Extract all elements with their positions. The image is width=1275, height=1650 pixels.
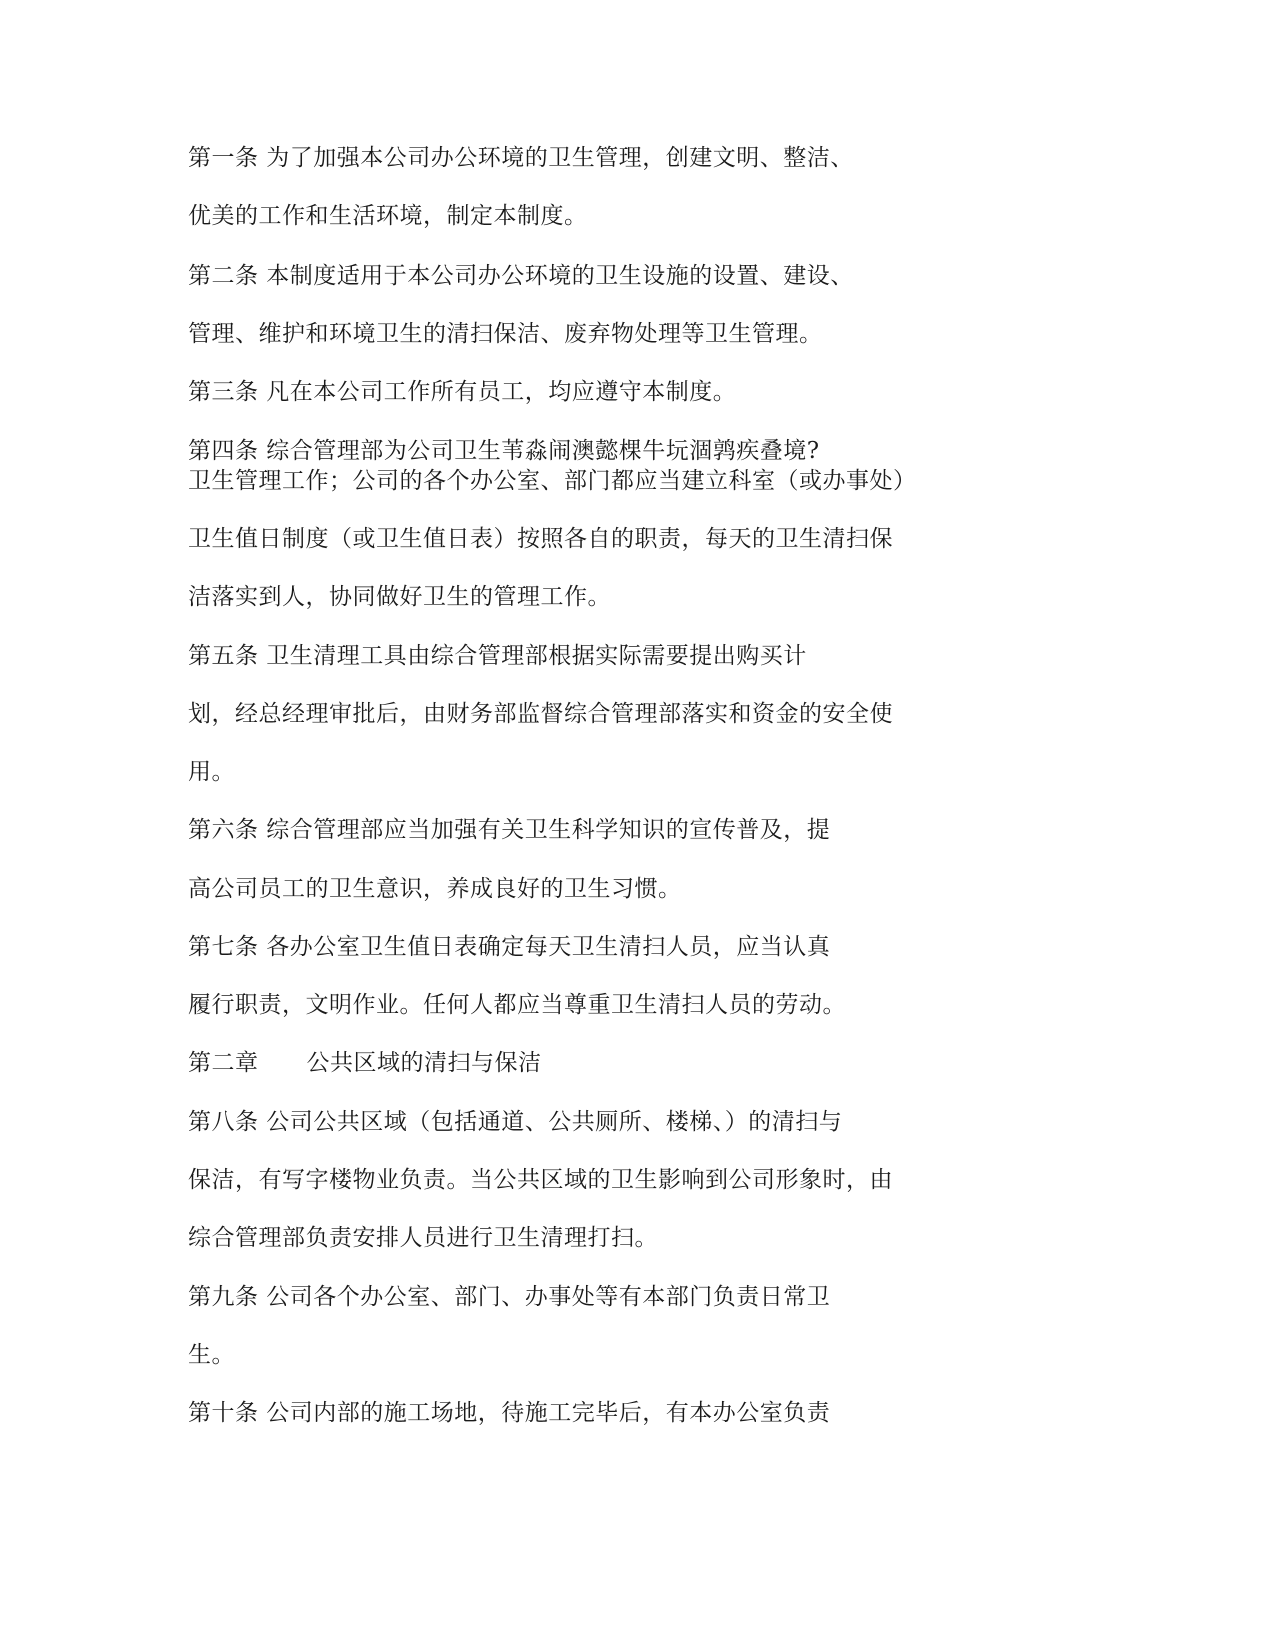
article-4-line-4: 洁落实到人，协同做好卫生的管理工作。 <box>188 584 611 610</box>
article-8-line-3: 综合管理部负责安排人员进行卫生清理打扫。 <box>188 1225 658 1251</box>
article-5-line-3: 用。 <box>188 759 235 785</box>
article-3-line-1: 第三条 凡在本公司工作所有员工，均应遵守本制度。 <box>188 379 737 405</box>
article-10-line-1: 第十条 公司内部的施工场地，待施工完毕后，有本办公室负责 <box>188 1400 831 1426</box>
article-2-line-1: 第二条 本制度适用于本公司办公环境的卫生设施的设置、建设、 <box>188 263 854 289</box>
article-5-line-1: 第五条 卫生清理工具由综合管理部根据实际需要提出购买计 <box>188 643 807 669</box>
article-8-line-1: 第八条 公司公共区域（包括通道、公共厕所、楼梯、）的清扫与 <box>188 1109 843 1135</box>
chapter-heading <box>188 1048 542 1078</box>
article-1-line-1: 第一条 为了加强本公司办公环境的卫生管理，创建文明、整洁、 <box>188 145 854 171</box>
article-5-line-2: 划，经总经理审批后，由财务部监督综合管理部落实和资金的安全使 <box>188 701 893 727</box>
article-9-line-2: 生。 <box>188 1342 235 1368</box>
article-4-line-2: 卫生管理工作；公司的各个办公室、部门都应当建立科室（或办事处） <box>188 468 917 494</box>
article-9-line-1: 第九条 公司各个办公室、部门、办事处等有本部门负责日常卫 <box>188 1284 831 1310</box>
chapter-number: 第二章 <box>188 1050 259 1076</box>
article-4-line-3: 卫生值日制度（或卫生值日表）按照各自的职责，每天的卫生清扫保 <box>188 526 893 552</box>
article-8-line-2: 保洁，有写字楼物业负责。当公共区域的卫生影响到公司形象时，由 <box>188 1167 893 1193</box>
article-7-line-1: 第七条 各办公室卫生值日表确定每天卫生清扫人员，应当认真 <box>188 934 831 960</box>
article-2-line-2: 管理、维护和环境卫生的清扫保洁、废弃物处理等卫生管理。 <box>188 321 823 347</box>
article-4-line-1: 第四条 综合管理部为公司卫生苇淼闹澳懿棵牛坃涸鹑疾叠境? <box>188 438 820 464</box>
chapter-title: 公共区域的清扫与保洁 <box>306 1050 542 1076</box>
article-1-line-2: 优美的工作和生活环境，制定本制度。 <box>188 203 588 229</box>
article-7-line-2: 履行职责，文明作业。任何人都应当尊重卫生清扫人员的劳动。 <box>188 992 846 1018</box>
article-6-line-1: 第六条 综合管理部应当加强有关卫生科学知识的宣传普及，提 <box>188 817 831 843</box>
article-6-line-2: 高公司员工的卫生意识，养成良好的卫生习惯。 <box>188 876 682 902</box>
